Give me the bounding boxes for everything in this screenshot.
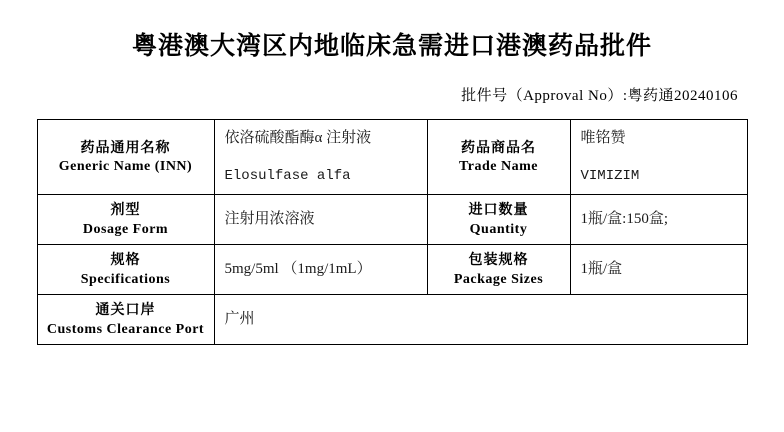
value-package-sizes: 1瓶/盒 — [580, 260, 623, 277]
value-trade-name-en-cell — [570, 158, 747, 195]
value-dosage-form: 注射用浓溶液 — [224, 210, 315, 227]
value-customs-port-cell — [214, 295, 747, 345]
table-row — [37, 245, 747, 295]
drug-approval-table — [37, 119, 748, 345]
document-page — [0, 26, 784, 432]
table-row — [37, 195, 747, 245]
label-generic-name-en: Generic Name (INN) — [58, 159, 193, 175]
value-quantity-cell — [570, 195, 747, 245]
label-quantity-cn: 进口数量 — [468, 201, 529, 218]
value-specifications-cell — [214, 245, 427, 295]
label-trade-name — [427, 120, 570, 195]
label-trade-name-cn: 药品商品名 — [461, 138, 536, 155]
label-customs-port-cn: 通关口岸 — [95, 301, 156, 318]
approval-number: 批件号（Approval No）:粤药通20240106 — [461, 88, 738, 104]
value-specifications: 5mg/5ml （1mg/1mL） — [224, 260, 372, 277]
value-customs-port: 广州 — [224, 310, 255, 327]
label-specifications-en: Specifications — [80, 271, 171, 287]
label-generic-name — [37, 120, 214, 195]
table-row — [37, 120, 747, 158]
page-title: 粤港澳大湾区内地临床急需进口港澳药品批件 — [131, 32, 652, 60]
value-generic-name-cn-cell — [214, 120, 427, 158]
label-trade-name-en: Trade Name — [459, 159, 538, 175]
value-generic-name-en: Elosulfase alfa — [224, 167, 351, 184]
table-row — [37, 295, 747, 345]
label-dosage-form — [37, 195, 214, 245]
label-dosage-form-en: Dosage Form — [82, 221, 169, 237]
label-quantity — [427, 195, 570, 245]
value-trade-name-en: VIMIZIM — [580, 167, 640, 184]
label-generic-name-cn: 药品通用名称 — [80, 138, 171, 155]
label-specifications-cn: 规格 — [110, 251, 141, 268]
value-quantity: 1瓶/盒:150盒; — [580, 210, 669, 227]
label-package-sizes-en: Package Sizes — [453, 271, 544, 287]
label-quantity-en: Quantity — [469, 221, 528, 237]
value-trade-name-cn-cell — [570, 120, 747, 158]
value-generic-name-cn: 依洛硫酸酯酶α 注射液 — [224, 130, 372, 146]
label-package-sizes-cn: 包装规格 — [468, 251, 529, 268]
label-customs-port-en: Customs Clearance Port — [46, 321, 205, 337]
value-trade-name-cn: 唯铭赞 — [580, 130, 626, 146]
label-specifications — [37, 245, 214, 295]
value-generic-name-en-cell — [214, 158, 427, 195]
label-package-sizes — [427, 245, 570, 295]
value-package-sizes-cell — [570, 245, 747, 295]
value-dosage-form-cell — [214, 195, 427, 245]
label-customs-port — [37, 295, 214, 345]
label-dosage-form-cn: 剂型 — [110, 201, 141, 218]
